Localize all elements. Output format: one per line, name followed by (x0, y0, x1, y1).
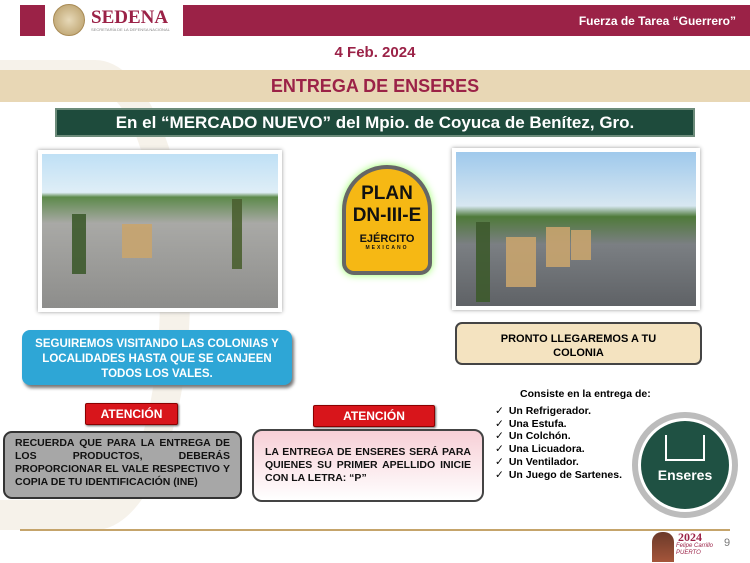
check-icon: ✓ (495, 455, 504, 468)
header-title: Fuerza de Tarea “Guerrero” (578, 14, 736, 28)
org-name: SEDENA (91, 7, 169, 28)
enseres-badge (641, 421, 729, 509)
check-icon: ✓ (495, 468, 504, 481)
plan-logo-line3: EJÉRCITO (359, 233, 415, 245)
footer-divider (20, 529, 730, 531)
list-item (495, 443, 635, 456)
page-number: 9 (724, 537, 731, 549)
felipe-carrillo-puerto-logo (652, 530, 720, 562)
item-label: Un Juego de Sartenes. (508, 468, 623, 481)
portrait-icon (652, 532, 674, 562)
attention-label-1: ATENCIÓN (85, 403, 178, 425)
list-item (495, 418, 635, 431)
photo-delivery-right (452, 148, 700, 310)
sedena-logo (45, 0, 183, 40)
item-label: Un Colchón. (508, 430, 571, 443)
check-icon: ✓ (495, 430, 504, 443)
item-label: Un Ventilador. (508, 455, 579, 468)
section-title: ENTREGA DE ENSERES (0, 70, 750, 102)
house-appliances-icon (665, 435, 705, 461)
check-icon: ✓ (495, 417, 504, 430)
list-item (495, 405, 635, 418)
item-label: Una Estufa. (508, 417, 567, 430)
list-item (495, 456, 635, 469)
enseres-label: Enseres (657, 467, 713, 483)
logo-text: Felipe Carrillo PUERTO (676, 543, 714, 556)
list-item (495, 430, 635, 443)
org-subtitle: SECRETARÍA DE LA DEFENSA NACIONAL (91, 27, 170, 32)
item-label: Una Licuadora. (508, 443, 585, 456)
plan-dn-iii-e-logo (342, 165, 432, 275)
list-item (495, 469, 635, 482)
attention-label-2: ATENCIÓN (313, 405, 435, 427)
logo-year: 2024 (678, 530, 702, 544)
surname-note: LA ENTREGA DE ENSERES SERÁ PARA QUIENES SU PRIMER APELLIDO INICIE CON LA LETRA: “P” (252, 429, 484, 502)
requirements-note: RECUERDA QUE PARA LA ENTREGA DE LOS PRODUCTOS, DEBERÁS PROPORCIONAR EL VALE RESPECTIVO Y COPIA DE TU IDENTIFICACIÓN (INE) (3, 431, 242, 499)
items-list (495, 405, 635, 481)
item-label: Un Refrigerador. (508, 405, 592, 417)
plan-logo-line4: MEXICANO (365, 245, 409, 251)
plan-logo-line2: DN-III-E (352, 205, 422, 226)
location-banner: En el “MERCADO NUEVO” del Mpio. de Coyuca de Benítez, Gro. (55, 108, 695, 137)
date: 4 Feb. 2024 (334, 44, 416, 61)
national-seal-icon (53, 4, 85, 36)
check-icon: ✓ (495, 443, 504, 456)
photo-delivery-left (38, 150, 282, 312)
plan-logo-line1: PLAN (361, 183, 413, 204)
items-title: Consiste en la entrega de: (520, 388, 651, 400)
coming-soon-note: PRONTO LLEGAREMOS A TU COLONIA (455, 322, 702, 365)
check-icon: ✓ (495, 405, 504, 417)
visiting-colonies-note: SEGUIREMOS VISITANDO LAS COLONIAS Y LOCALIDADES HASTA QUE SE CANJEEN TODOS LOS VALES. (22, 330, 292, 385)
